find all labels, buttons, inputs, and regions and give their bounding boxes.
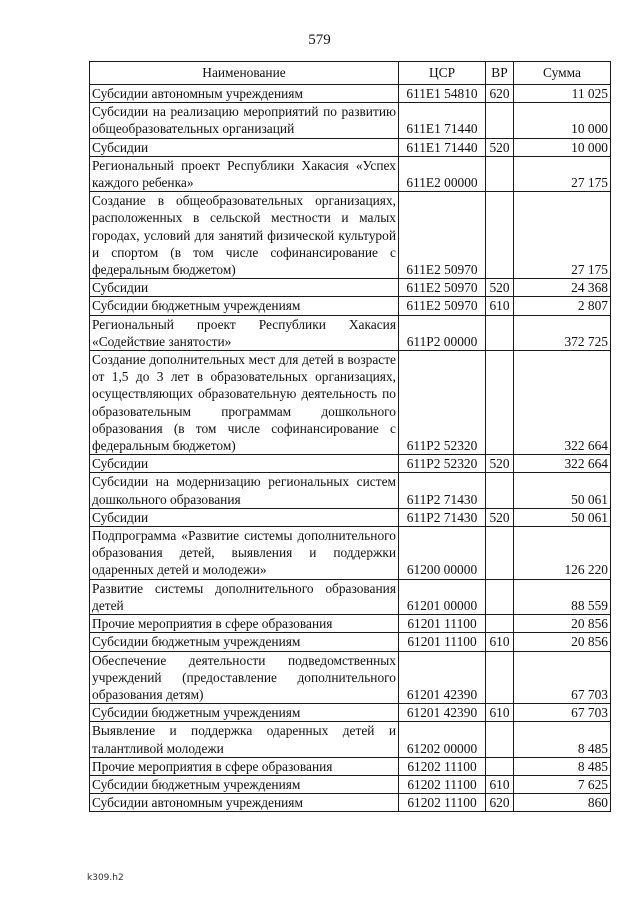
cell-name: Субсидии xyxy=(90,508,399,526)
cell-name: Субсидии автономным учреждениям xyxy=(90,85,399,103)
header-sum: Сумма xyxy=(514,62,611,85)
cell-name: Создание дополнительных мест для детей в возрасте от 1,5 до 3 лет в образовательных организациях, осуществляющих образовательную деятельность по образовательным программам дошкольного образования (в том числе софинансирование с федеральным бюджетом) xyxy=(90,351,399,455)
table-row xyxy=(90,651,611,704)
cell-csr: 611P2 71430 xyxy=(399,473,486,508)
cell-csr: 611P2 52320 xyxy=(399,455,486,473)
table-row xyxy=(90,156,611,191)
cell-vr: 620 xyxy=(486,794,514,812)
cell-csr: 61200 00000 xyxy=(399,527,486,580)
cell-name: Субсидии xyxy=(90,279,399,297)
cell-vr: 610 xyxy=(486,633,514,651)
cell-csr: 611E1 71440 xyxy=(399,103,486,138)
cell-vr: 610 xyxy=(486,297,514,315)
cell-sum: 7 625 xyxy=(514,775,611,793)
cell-sum: 67 703 xyxy=(514,651,611,704)
cell-vr: 610 xyxy=(486,704,514,722)
table-row xyxy=(90,633,611,651)
cell-sum: 24 368 xyxy=(514,279,611,297)
cell-sum: 67 703 xyxy=(514,704,611,722)
cell-vr xyxy=(486,315,514,350)
table-row xyxy=(90,315,611,350)
cell-name: Субсидии автономным учреждениям xyxy=(90,794,399,812)
cell-vr xyxy=(486,103,514,138)
cell-name: Подпрограмма «Развитие системы дополнительного образования детей, выявления и поддержки одаренных детей и молодежи» xyxy=(90,527,399,580)
cell-csr: 611E1 54810 xyxy=(399,85,486,103)
cell-sum: 8 485 xyxy=(514,722,611,757)
table-row xyxy=(90,527,611,580)
table-body xyxy=(90,85,611,812)
table-row xyxy=(90,722,611,757)
cell-csr: 61201 42390 xyxy=(399,704,486,722)
cell-csr: 61202 11100 xyxy=(399,794,486,812)
cell-csr: 61202 00000 xyxy=(399,722,486,757)
cell-name: Субсидии бюджетным учреждениям xyxy=(90,633,399,651)
cell-name: Субсидии бюджетным учреждениям xyxy=(90,775,399,793)
table-row xyxy=(90,192,611,279)
cell-vr: 520 xyxy=(486,138,514,156)
cell-name: Субсидии xyxy=(90,138,399,156)
cell-name: Прочие мероприятия в сфере образования xyxy=(90,757,399,775)
cell-sum: 27 175 xyxy=(514,156,611,191)
cell-csr: 61201 11100 xyxy=(399,615,486,633)
cell-name: Региональный проект Республики Хакасия «Содействие занятости» xyxy=(90,315,399,350)
table-row xyxy=(90,615,611,633)
cell-csr: 61201 42390 xyxy=(399,651,486,704)
cell-csr: 611P2 00000 xyxy=(399,315,486,350)
cell-vr: 520 xyxy=(486,508,514,526)
table-header-row xyxy=(90,62,611,85)
table-row xyxy=(90,704,611,722)
cell-sum: 11 025 xyxy=(514,85,611,103)
cell-vr xyxy=(486,351,514,455)
table-row xyxy=(90,279,611,297)
cell-sum: 88 559 xyxy=(514,579,611,614)
table-row xyxy=(90,138,611,156)
cell-name: Прочие мероприятия в сфере образования xyxy=(90,615,399,633)
table-row xyxy=(90,473,611,508)
cell-sum: 322 664 xyxy=(514,455,611,473)
cell-name: Субсидии на модернизацию региональных систем дошкольного образования xyxy=(90,473,399,508)
table-row xyxy=(90,103,611,138)
header-vr: ВР xyxy=(486,62,514,85)
cell-csr: 61201 00000 xyxy=(399,579,486,614)
cell-name: Субсидии на реализацию мероприятий по развитию общеобразовательных организаций xyxy=(90,103,399,138)
cell-name: Субсидии бюджетным учреждениям xyxy=(90,297,399,315)
cell-vr xyxy=(486,722,514,757)
cell-sum: 20 856 xyxy=(514,615,611,633)
cell-csr: 61202 11100 xyxy=(399,757,486,775)
table-row xyxy=(90,297,611,315)
table-row xyxy=(90,351,611,455)
cell-csr: 611E2 50970 xyxy=(399,279,486,297)
header-csr: ЦСР xyxy=(399,62,486,85)
cell-name: Создание в общеобразовательных организациях, расположенных в сельской местности и малых городах, условий для занятий физической культурой и спортом (в том числе софинансирование с федеральным бюджетом) xyxy=(90,192,399,279)
cell-csr: 61201 11100 xyxy=(399,633,486,651)
cell-sum: 860 xyxy=(514,794,611,812)
table-row xyxy=(90,455,611,473)
cell-csr: 611E2 00000 xyxy=(399,156,486,191)
cell-vr xyxy=(486,757,514,775)
cell-csr: 611E2 50970 xyxy=(399,297,486,315)
cell-sum: 372 725 xyxy=(514,315,611,350)
cell-csr: 611E2 50970 xyxy=(399,192,486,279)
cell-vr xyxy=(486,615,514,633)
cell-csr: 611P2 71430 xyxy=(399,508,486,526)
cell-vr xyxy=(486,192,514,279)
document-code: k309.h2 xyxy=(87,873,124,883)
cell-sum: 2 807 xyxy=(514,297,611,315)
cell-name: Обеспечение деятельности подведомственных учреждений (предоставление дополнительного образования детям) xyxy=(90,651,399,704)
cell-name: Субсидии бюджетным учреждениям xyxy=(90,704,399,722)
table-row xyxy=(90,775,611,793)
table-row xyxy=(90,508,611,526)
cell-sum: 322 664 xyxy=(514,351,611,455)
cell-vr: 520 xyxy=(486,455,514,473)
header-name: Наименование xyxy=(90,62,399,85)
table-row xyxy=(90,579,611,614)
cell-csr: 611P2 52320 xyxy=(399,351,486,455)
cell-csr: 611E1 71440 xyxy=(399,138,486,156)
cell-vr xyxy=(486,527,514,580)
cell-sum: 50 061 xyxy=(514,508,611,526)
cell-sum: 10 000 xyxy=(514,103,611,138)
table-row xyxy=(90,794,611,812)
cell-vr xyxy=(486,579,514,614)
cell-vr xyxy=(486,156,514,191)
table-row xyxy=(90,85,611,103)
cell-sum: 50 061 xyxy=(514,473,611,508)
cell-vr: 610 xyxy=(486,775,514,793)
cell-name: Развитие системы дополнительного образования детей xyxy=(90,579,399,614)
cell-vr xyxy=(486,473,514,508)
cell-csr: 61202 11100 xyxy=(399,775,486,793)
table-row xyxy=(90,757,611,775)
cell-vr xyxy=(486,651,514,704)
cell-sum: 27 175 xyxy=(514,192,611,279)
cell-sum: 20 856 xyxy=(514,633,611,651)
cell-sum: 8 485 xyxy=(514,757,611,775)
cell-name: Выявление и поддержка одаренных детей и талантливой молодежи xyxy=(90,722,399,757)
page-number: 579 xyxy=(308,32,331,48)
cell-vr: 620 xyxy=(486,85,514,103)
cell-name: Субсидии xyxy=(90,455,399,473)
cell-sum: 126 220 xyxy=(514,527,611,580)
budget-table xyxy=(89,61,611,812)
cell-sum: 10 000 xyxy=(514,138,611,156)
cell-name: Региональный проект Республики Хакасия «Успех каждого ребенка» xyxy=(90,156,399,191)
cell-vr: 520 xyxy=(486,279,514,297)
